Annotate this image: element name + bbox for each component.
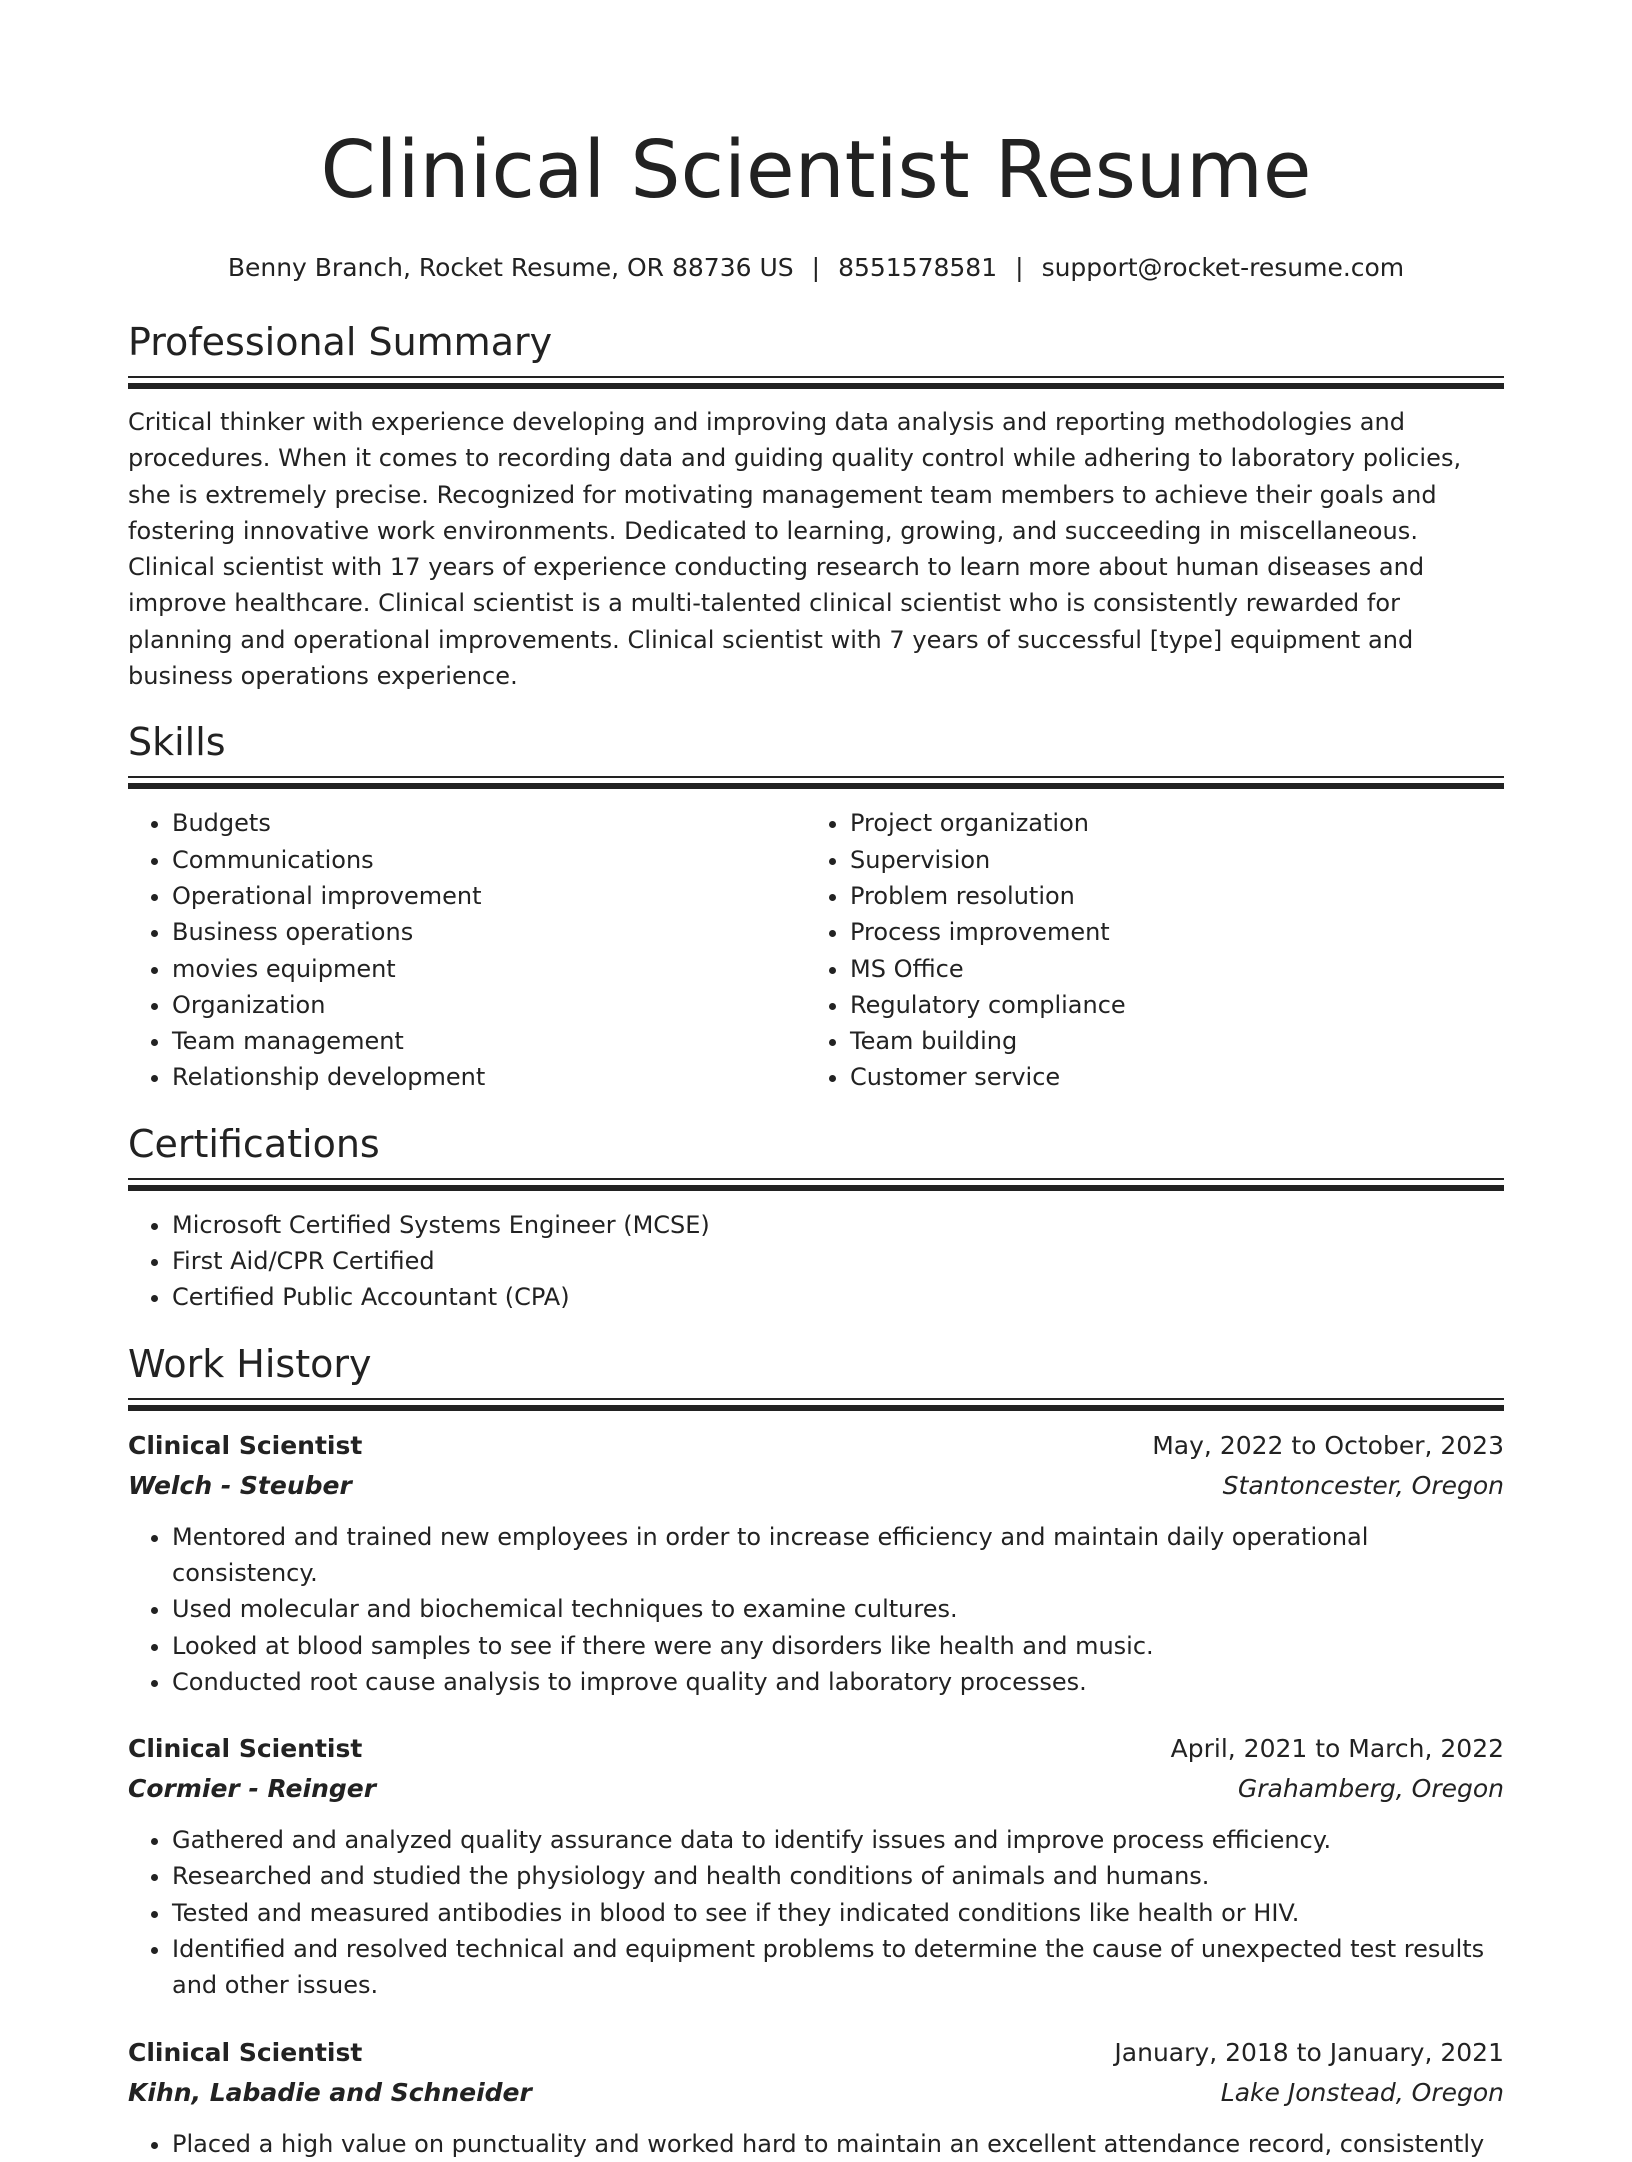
job-entry bbox=[128, 2034, 1504, 2162]
job-location: Grahamberg, Oregon bbox=[1237, 1774, 1504, 1804]
job-subheader bbox=[128, 2074, 1504, 2112]
skill-item: • Relationship development bbox=[172, 1059, 806, 1095]
skills-list-left bbox=[128, 805, 806, 1095]
job-title: Clinical Scientist bbox=[128, 2037, 363, 2067]
work-history-heading: Work History bbox=[128, 1341, 372, 1386]
job-dates: January, 2018 to January, 2021 bbox=[1114, 2037, 1504, 2067]
summary-text: Critical thinker with experience developing and improving data analysis and reporting methodologies and procedures. When it comes to recording data and guiding quality control while adhering to laboratory policies, she is extremely precise. Recognized for motivating management team members to achieve their goals and fostering innovative work environments. Dedicated to learning, growing, and succeeding in miscellaneous. Clinical scientist with 17 years of experience conducting research to learn more about human diseases and improve healthcare. Clinical scientist is a multi-talented clinical scientist who is consistently rewarded for planning and operational improvements. Clinical scientist with 7 years of successful [type] equipment and business operations experience. bbox=[128, 408, 1462, 691]
contact-separator: | bbox=[811, 253, 821, 282]
skill-item: • Process improvement bbox=[850, 914, 1484, 950]
job-subheader bbox=[128, 1467, 1504, 1505]
job-bullet: • Identified and resolved technical and equipment problems to determine the cause of unexpected test results and other issues. bbox=[172, 1931, 1504, 2004]
job-header bbox=[128, 1730, 1504, 1768]
job-company: Kihn, Labadie and Schneider bbox=[128, 2077, 532, 2107]
certification-item: • Certified Public Accountant (CPA) bbox=[172, 1279, 1504, 1315]
job-dates: May, 2022 to October, 2023 bbox=[1152, 1430, 1504, 1460]
section-divider bbox=[128, 376, 1504, 389]
job-bullet: • Looked at blood samples to see if there were any disorders like health and music. bbox=[172, 1628, 1504, 1664]
skill-item: • Team management bbox=[172, 1023, 806, 1059]
skill-item: • MS Office bbox=[850, 951, 1484, 987]
job-header bbox=[128, 1427, 1504, 1465]
job-subheader bbox=[128, 1770, 1504, 1808]
work-history-section bbox=[128, 1340, 1504, 2162]
skill-item: • Business operations bbox=[172, 914, 806, 950]
skill-item: • Regulatory compliance bbox=[850, 987, 1484, 1023]
job-bullet: • Tested and measured antibodies in blood to see if they indicated conditions like health or HIV. bbox=[172, 1895, 1504, 1931]
contact-line bbox=[128, 250, 1504, 286]
skills-section bbox=[128, 718, 1504, 1095]
job-bullet: • Gathered and analyzed quality assurance data to identify issues and improve process efficiency. bbox=[172, 1822, 1504, 1858]
job-location: Lake Jonstead, Oregon bbox=[1220, 2077, 1504, 2107]
section-divider bbox=[128, 776, 1504, 789]
skill-item: • Operational improvement bbox=[172, 878, 806, 914]
summary-heading: Professional Summary bbox=[128, 320, 553, 364]
job-entry bbox=[128, 1427, 1504, 1700]
job-bullet: • Researched and studied the physiology and health conditions of animals and humans. bbox=[172, 1858, 1504, 1894]
certifications-heading: Certifications bbox=[128, 1121, 380, 1166]
contact-address: Benny Branch, Rocket Resume, OR 88736 US bbox=[227, 253, 794, 282]
skills-list-right bbox=[806, 805, 1484, 1095]
skill-item: • Organization bbox=[172, 987, 806, 1023]
skills-heading: Skills bbox=[128, 720, 226, 765]
job-company: Cormier - Reinger bbox=[128, 1774, 377, 1804]
skill-item: • Supervision bbox=[850, 842, 1484, 878]
skill-item: • Project organization bbox=[850, 805, 1484, 841]
contact-separator: | bbox=[1015, 253, 1024, 282]
certification-item: • First Aid/CPR Certified bbox=[172, 1243, 1504, 1279]
resume-title: Clinical Scientist Resume bbox=[320, 124, 1312, 216]
skill-item: • Team building bbox=[850, 1023, 1484, 1059]
skill-item: • Communications bbox=[172, 842, 806, 878]
job-location: Stantoncester, Oregon bbox=[1222, 1470, 1504, 1500]
skill-item: • Budgets bbox=[172, 805, 806, 841]
job-bullet-list bbox=[128, 1822, 1504, 2003]
section-divider bbox=[128, 1398, 1504, 1411]
job-dates: April, 2021 to March, 2022 bbox=[1170, 1734, 1504, 1764]
job-company: Welch - Steuber bbox=[128, 1470, 352, 1500]
job-bullet-list bbox=[128, 2126, 1504, 2162]
job-header bbox=[128, 2034, 1504, 2072]
skills-column-left bbox=[128, 805, 806, 1095]
certification-item: • Microsoft Certified Systems Engineer (MCSE) bbox=[172, 1207, 1504, 1243]
section-divider bbox=[128, 1178, 1504, 1191]
skills-column-right bbox=[806, 805, 1484, 1095]
certifications-section bbox=[128, 1120, 1504, 1316]
skill-item: • Problem resolution bbox=[850, 878, 1484, 914]
job-bullet: • Used molecular and biochemical techniques to examine cultures. bbox=[172, 1591, 1504, 1627]
job-bullet: • Mentored and trained new employees in order to increase efficiency and maintain daily operational consistency. bbox=[172, 1519, 1504, 1592]
job-entry bbox=[128, 1730, 1504, 2003]
resume-page bbox=[128, 0, 1504, 2162]
contact-email: support@rocket-resume.com bbox=[1041, 253, 1405, 282]
contact-phone: 8551578581 bbox=[838, 253, 998, 282]
summary-section bbox=[128, 318, 1504, 694]
skills-grid bbox=[128, 805, 1504, 1095]
job-bullet: • Conducted root cause analysis to improve quality and laboratory processes. bbox=[172, 1664, 1504, 1700]
job-bullet-list bbox=[128, 1519, 1504, 1700]
job-title: Clinical Scientist bbox=[128, 1734, 363, 1764]
certifications-list bbox=[128, 1207, 1504, 1316]
skill-item: • movies equipment bbox=[172, 951, 806, 987]
job-bullet: • Placed a high value on punctuality and worked hard to maintain an excellent attendance record, consistently bbox=[172, 2126, 1504, 2162]
job-title: Clinical Scientist bbox=[128, 1430, 363, 1460]
skill-item: • Customer service bbox=[850, 1059, 1484, 1095]
